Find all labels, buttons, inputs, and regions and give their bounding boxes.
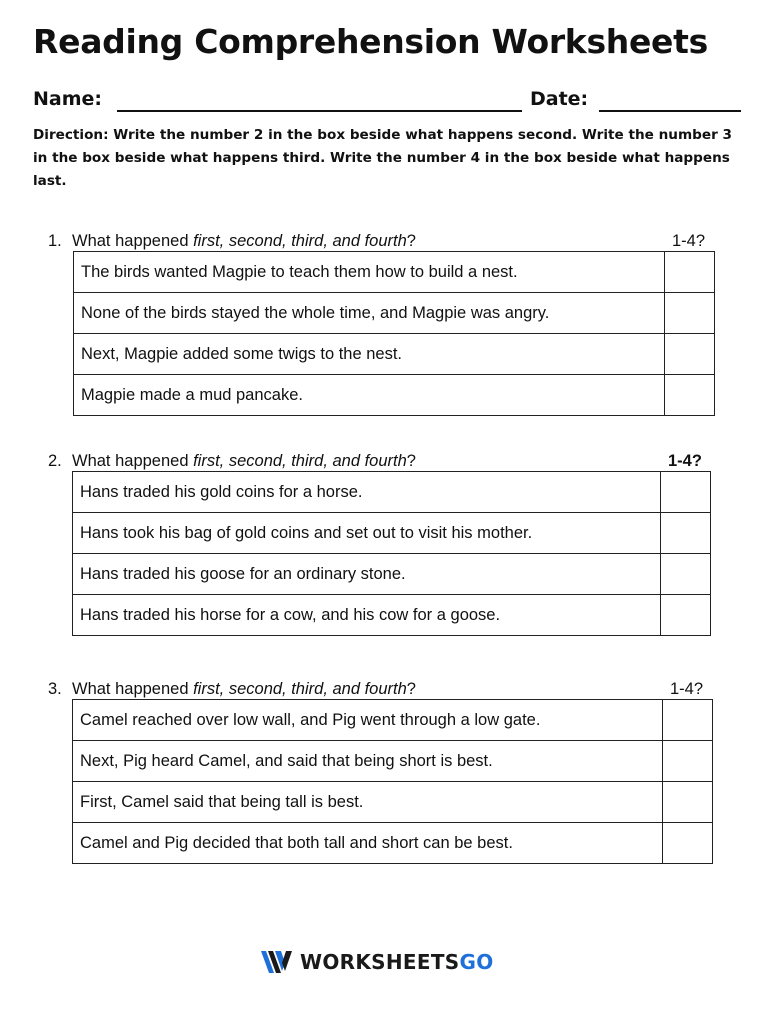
footer-logo <box>260 948 520 978</box>
answer-box[interactable] <box>661 554 711 595</box>
answer-box[interactable] <box>663 700 713 741</box>
question-text: What happened first, second, third, and fourth? <box>72 232 416 250</box>
name-label: Name: <box>33 88 103 110</box>
table-row <box>73 554 711 595</box>
event-text: Magpie made a mud pancake. <box>74 375 665 416</box>
worksheetsgo-w-icon <box>260 949 294 975</box>
date-label: Date: <box>530 88 589 110</box>
answer-range-label: 1-4? <box>672 232 706 250</box>
table-row <box>73 472 711 513</box>
question-number: 1. <box>48 232 62 250</box>
answer-box[interactable] <box>665 293 715 334</box>
event-text: None of the birds stayed the whole time, and Magpie was angry. <box>74 293 665 334</box>
event-text: Hans traded his goose for an ordinary stone. <box>73 554 661 595</box>
event-text: Hans traded his horse for a cow, and his cow for a goose. <box>73 595 661 636</box>
table-row <box>74 375 715 416</box>
event-text: Hans traded his gold coins for a horse. <box>73 472 661 513</box>
answer-box[interactable] <box>661 472 711 513</box>
answer-box[interactable] <box>665 252 715 293</box>
brand-name-second: GO <box>459 950 494 974</box>
question-2 <box>48 452 718 624</box>
question-text: What happened first, second, third, and fourth? <box>72 680 416 698</box>
event-text: The birds wanted Magpie to teach them how to build a nest. <box>74 252 665 293</box>
table-row <box>73 782 713 823</box>
answer-box[interactable] <box>661 513 711 554</box>
name-date-row <box>33 88 741 114</box>
question-number: 3. <box>48 680 62 698</box>
event-text: Hans took his bag of gold coins and set out to visit his mother. <box>73 513 661 554</box>
table-row <box>73 513 711 554</box>
question-text: What happened first, second, third, and fourth? <box>72 452 416 470</box>
table-row <box>73 700 713 741</box>
event-text: Next, Magpie added some twigs to the nest. <box>74 334 665 375</box>
answer-table <box>72 471 711 636</box>
answer-range-label: 1-4? <box>670 680 704 698</box>
answer-box[interactable] <box>663 741 713 782</box>
question-3 <box>48 680 718 852</box>
answer-box[interactable] <box>663 782 713 823</box>
page-title: Reading Comprehension Worksheets <box>33 22 708 61</box>
event-text: First, Camel said that being tall is best. <box>73 782 663 823</box>
event-text: Next, Pig heard Camel, and said that being short is best. <box>73 741 663 782</box>
question-1 <box>48 232 718 404</box>
answer-table <box>72 699 713 864</box>
answer-table <box>73 251 715 416</box>
date-line[interactable] <box>599 110 741 112</box>
answer-box[interactable] <box>661 595 711 636</box>
answer-range-label: 1-4? <box>668 452 702 470</box>
answer-box[interactable] <box>665 334 715 375</box>
name-line[interactable] <box>117 110 522 112</box>
table-row <box>74 334 715 375</box>
directions-text: Direction: Write the number 2 in the box beside what happens second. Write the number 3 in the box beside what happens third. Write the number 4 in the box beside what happens last. <box>33 127 732 189</box>
table-row <box>73 823 713 864</box>
brand-name-first: WORKSHEETS <box>300 950 460 974</box>
table-row <box>73 741 713 782</box>
event-text: Camel reached over low wall, and Pig went through a low gate. <box>73 700 663 741</box>
table-row <box>74 252 715 293</box>
answer-box[interactable] <box>665 375 715 416</box>
brand-name <box>300 950 494 974</box>
event-text: Camel and Pig decided that both tall and short can be best. <box>73 823 663 864</box>
table-row <box>74 293 715 334</box>
question-number: 2. <box>48 452 62 470</box>
answer-box[interactable] <box>663 823 713 864</box>
table-row <box>73 595 711 636</box>
